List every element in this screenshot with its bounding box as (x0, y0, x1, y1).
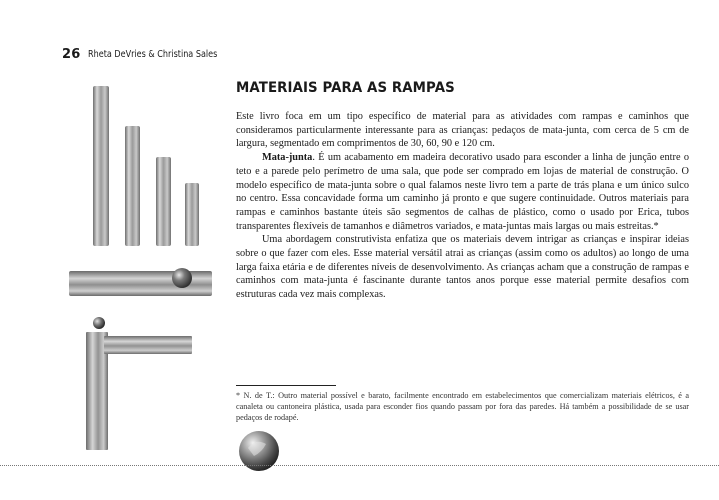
paragraph-1: Este livro foca em um tipo específico de material para as atividades com rampas e caminhos que consideramos particularmente interessante para as crianças: pedaços de mata-junta, com cerca de 5 cm de largura, segmentado em comprimentos de 30, 60, 90 e 120 cm. (236, 111, 689, 150)
decorative-marble-icon (236, 428, 282, 474)
term-mata-junta: Mata-junta (262, 152, 313, 164)
strip-120cm (93, 86, 109, 246)
strip-60cm (156, 157, 171, 246)
small-marble (93, 317, 105, 329)
figure-strip-with-marble (66, 262, 216, 302)
marble (172, 268, 192, 288)
footnote: * N. de T.: Outro material possível e barato, facilmente encontrado em estabelecimentos que comercializam materiais elétricos, é a canaleta ou cantoneira plástica, usada para esconder fios quando passam por fora das paredes. Há também a possibilidade de se usar pedaços de rodapé. (236, 391, 689, 423)
paragraph-3: Uma abordagem construtivista enfatiza que os materiais devem intrigar as crianças e inspirar ideias sobre o que fazer com eles. Esse material versátil atrai as crianças (assim como os adultos) ao longo de uma larga faixa etária e de diferentes níveis de desenvolvimento. As crianças acham que a construção de rampas e caminhos com mata-junta é fascinante durante tantos anos porque esse material permite desafios com estruturas cada vez mais complexas. (236, 234, 689, 301)
paragraph-2: Mata-junta. É um acabamento em madeira decorativo usado para esconder a linha de junção entre o teto e a parede pelo perímetro de uma sala, que pode ser comprado em lojas de material de construção. O modelo específico de mata-junta sobre o qual falamos neste livro tem a parte de trás plana e um único sulco no centro. Essa concavidade forma um caminho já pronto e que sugere continuidade. Outros materiais para rampas e caminhos bastante úteis são segmentos de calhas de plástico, como o usado por Erica, tubos transparentes flexíveis de tamanhos e diâmetros variados, e mata-juntas mais largas ou mais estreitas.* (236, 152, 689, 232)
strip-30cm (185, 183, 199, 246)
page-number: 26 (62, 47, 81, 62)
footnote-rule (236, 385, 336, 386)
body-text (236, 110, 689, 302)
figure-mata-junta-lengths (80, 80, 220, 250)
running-header-author: Rheta DeVries & Christina Sales (88, 49, 218, 60)
page-edge-dotted-line (0, 465, 719, 466)
figure-corner-path (82, 312, 197, 452)
section-title: MATERIAIS PARA AS RAMPAS (236, 80, 455, 96)
strip-90cm (125, 126, 140, 246)
